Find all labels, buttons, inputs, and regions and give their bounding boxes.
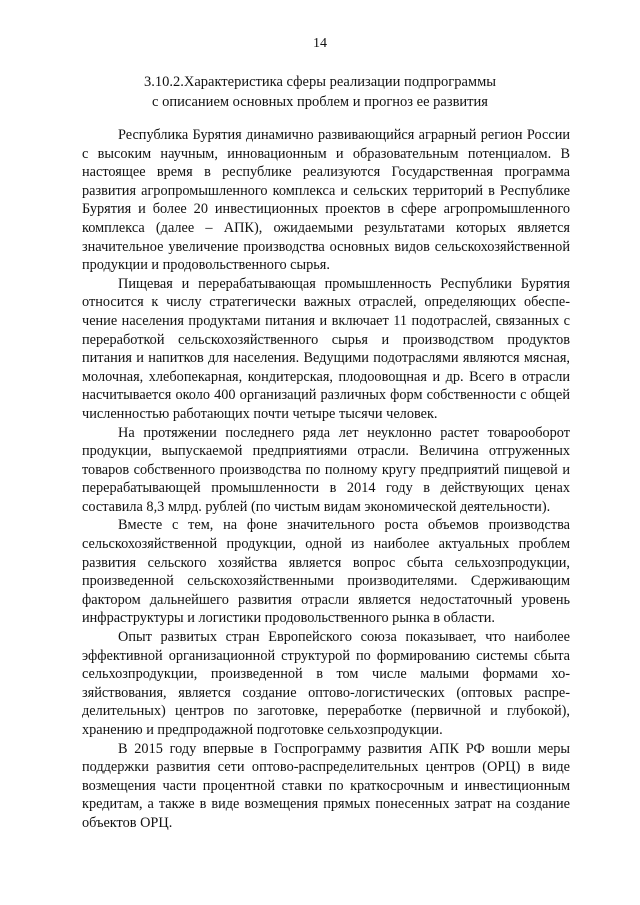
paragraph-eu-experience: Опыт развитых стран Европейского союза показывает, что наиболее эффективной организационной структурой по формированию системы сбыта сельхозпродукции, произведенной в том числе малыми формами хозяйствования, является создание оптово-логистических (оптовых распределительных) центров по заготовке, переработке (первичной и глубокой), хранению и предпродажной подготовке сельхозпродукции. <box>82 629 570 738</box>
paragraph-intro: Республика Бурятия динамично развивающийся аграрный регион России с высоким научным, инновационным и образовательным потенциалом. В настоящее время в республике реализуются Государственная программа развития агропромышленного комплекса и сельских территорий в Республике Бурятия и более 20 инвестиционных проектов в сфере агропромышленного комплекса (далее – АПК), ожидаемыми результатами которых является значительное увеличение производства основных видов сельскохозяйственной продукции и продовольственного сырья. <box>82 127 570 274</box>
section-heading-line-2: с описанием основных проблем и прогноз ее развития <box>152 94 488 110</box>
section-heading-line-1: 3.10.2.Характеристика сферы реализации подпрограммы <box>143 74 497 90</box>
paragraph-turnover: На протяжении последнего ряда лет неуклонно растет товарооборот продукции, выпускаемой предприятиями отрасли. Величина отгруженных товаров собственного производства по полному кругу предприятий пищевой и перерабатывающей промышленности в 2014 году в действующих ценах составила 8,3 млрд. рублей (по чистым видам экономической деятельности). <box>82 424 570 515</box>
page-number: 14 <box>313 36 327 51</box>
paragraph-food-industry: Пищевая и перерабатывающая промышленность Республики Бурятия относится к числу стратегически важных отраслей, определяющих обеспечение населения продуктами питания и включает 11 подотраслей, связанных с переработкой сельскохозяйственного сырья и производством продуктов питания и напитков для населения. Ведущими подотраслями являются мясная, молочная, хлебопекарная, кондитерская, плодоовощная и др. Всего в отрасли насчитывается около 400 организаций различных форм собственности с общей численностью работающих почти четыре тысячи человек. <box>82 275 570 422</box>
section-heading <box>80 72 560 112</box>
paragraph-2015-program: В 2015 году впервые в Госпрограмму развития АПК РФ вошли меры поддержки развития сети оптово-распределительных центров (ОРЦ) в виде возмещения части процентной ставки по краткосрочным и инвестиционным кредитам, а также в виде возмещения прямых понесенных затрат на создание объектов ОРЦ. <box>82 740 570 831</box>
body-text <box>82 126 570 833</box>
paragraph-problems: Вместе с тем, на фоне значительного роста объемов производства сельскохозяйственной продукции, одной из наиболее актуальных проблем развития сельского хозяйства является вопрос сбыта сельхозпродукции, произведенной сельскохозяйственными производителями. Сдерживающим фактором дальнейшего развития отрасли является недостаточный уровень инфраструктуры и логистики продовольственного рынка в области. <box>82 517 570 627</box>
